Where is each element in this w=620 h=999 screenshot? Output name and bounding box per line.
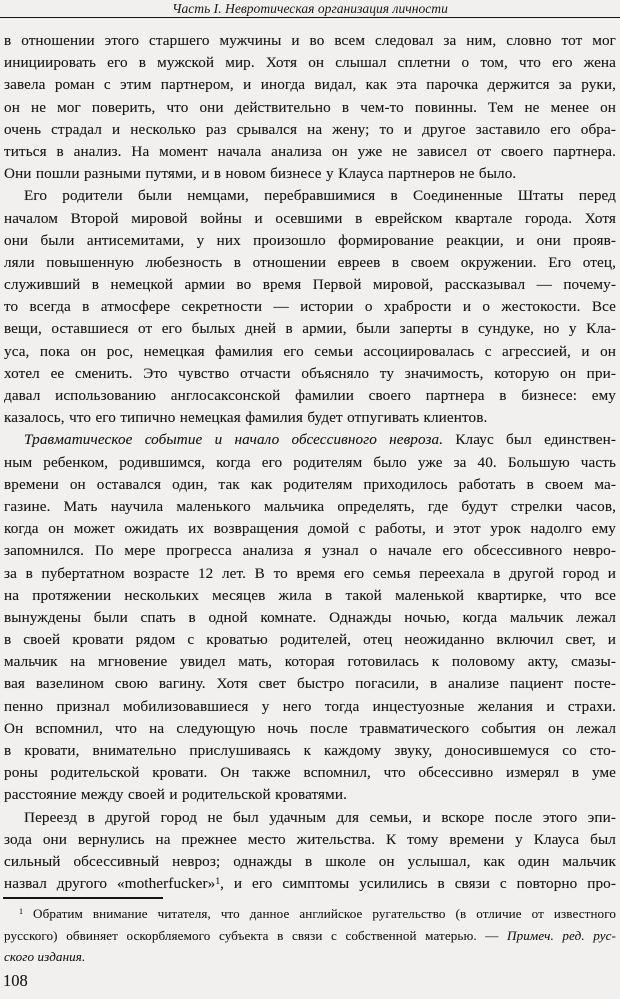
text-line <box>4 762 616 784</box>
text-line <box>4 252 616 274</box>
text-segment: он не мог поверить, что они действительно в чем-то повинны. Тем не менее он <box>4 98 616 116</box>
text-segment: Он вспомнил, что на следующую ночь после травматического события он лежал <box>4 719 616 737</box>
text-segment: сильный обсессивный невроз; однажды в школе он услышал, как один мальчик <box>4 852 616 870</box>
page-number: 108 <box>3 971 28 990</box>
text-line <box>4 474 616 496</box>
text-line <box>4 385 616 407</box>
text-segment: титься в анализ. На момент начала анализа он уже не зависел от своего партнера. <box>4 142 616 160</box>
text-segment: Клаус был единствен- <box>443 431 616 449</box>
text-line <box>4 518 616 540</box>
italic-text: Примеч. ред. рус- <box>507 927 616 943</box>
italic-text: Травматическое событие и начало обсессивного невроза. <box>24 431 444 449</box>
text-line <box>4 318 616 340</box>
text-line <box>4 740 616 762</box>
text-line <box>4 496 616 518</box>
text-segment: Они пошли разными путями, и в новом бизнесе у Клауса партнеров не было. <box>4 165 517 183</box>
footnote-marker: 1 <box>19 907 24 917</box>
footnote-marker: 1 <box>215 876 221 887</box>
text-line <box>4 341 616 363</box>
text-segment: на протяжении нескольких месяцев жила в такой маленькой квартирке, что все <box>4 586 616 604</box>
text-line <box>4 673 616 695</box>
text-line <box>4 540 616 562</box>
text-segment: Переезд в другой город не был удачным для семьи, и вскоре после этого эпи- <box>24 808 616 826</box>
text-segment: Его родители были немцами, перебравшимися в Соединенные Штаты перед <box>24 187 616 205</box>
text-segment: расстояние между своей и родительской кроватями. <box>4 786 347 804</box>
text-segment: пенно признал мобилизовавшиеся у него тогда инцестуозные желания и страхи. <box>4 697 616 715</box>
text-line <box>4 807 616 829</box>
text-line <box>4 925 616 947</box>
text-line <box>4 52 616 74</box>
text-line <box>4 429 616 451</box>
text-segment: давал использованию англосаксонской фамилии своего партнера в бизнесе: ему <box>4 387 616 404</box>
text-segment: вая вазелином свою вагину. Хотя свет быстро погасили, в анализе пациент посте- <box>4 675 616 693</box>
text-segment: русского) обвиняет оскорбляемого субъекта в связи с собственной матерью. — <box>4 927 508 943</box>
text-segment: ляли повышенную любезность в отношении евреев в своем окружении. Его отец, <box>4 253 616 271</box>
text-line <box>4 851 616 873</box>
text-line <box>4 784 616 806</box>
header-rule <box>0 17 620 18</box>
text-segment: завела роман с этим партнером, и иногда видал, как эта парочка держится за руки, <box>4 76 616 94</box>
text-segment: служивший в немецкой армии во время Первой мировой, рассказывал — почему- <box>4 276 616 294</box>
text-segment: инициировать его в мужской мир. Хотя он слышал сплетни о том, что его жена <box>4 54 616 72</box>
text-line <box>4 629 616 651</box>
text-segment: за в пубертатном возрасте 12 лет. В то время его семья переехала в другой город и <box>4 564 616 582</box>
text-line <box>4 119 616 141</box>
text-line <box>4 651 616 673</box>
text-segment: они были антисемитами, у них произошло формирование реакции, и они прояв- <box>4 231 616 249</box>
text-segment: ным ребенком, родившимся, когда его родителям было уже за 40. Большую часть <box>4 453 616 471</box>
text-line <box>4 718 616 740</box>
text-segment: назвал другого «motherfucker» <box>4 875 216 893</box>
text-segment: , и его симптомы усилились в связи с повторно про- <box>220 875 616 893</box>
text-segment: роны родительской кровати. Он также вспомнил, что обсессивно измерял в уме <box>4 764 616 782</box>
italic-text: ского издания. <box>4 949 86 965</box>
text-segment: уса, пока он рос, немецкая фамилия его семьи ассоциировалась с агрессией, и он <box>4 342 616 360</box>
text-line <box>4 946 616 968</box>
text-line <box>4 407 616 429</box>
text-segment: в своей кровати рядом с кроватью родителей, отец неожиданно включил свет, и <box>4 631 616 649</box>
text-segment: хотел ее сменить. Это чувство отчасти объясняло ту значимость, которую он при- <box>4 364 616 382</box>
text-segment: мальчик на мгновение увидел мать, которая готовилась к половому акту, смазы- <box>4 653 616 671</box>
text-segment: очень страдал и несколько раз срывался на жену; то и другое заставило его обра- <box>4 120 616 138</box>
text-line <box>4 185 616 207</box>
text-line <box>4 141 616 163</box>
text-segment: в отношении этого старшего мужчины и во всем следовал за ним, словно тот мог <box>4 32 616 49</box>
text-line <box>4 208 616 230</box>
text-segment: то всегда в атмосфере секретности — истории о храбрости и о жестокости. Все <box>4 298 616 316</box>
text-segment: газине. Мать научила маленького мальчика определять, где будут стрелки часов, <box>4 497 616 515</box>
text-segment: в кровати, внимательно прислушиваясь к каждому звуку, доносившемуся со сто- <box>4 742 616 759</box>
text-line <box>4 452 616 474</box>
text-segment: когда он может ожидать их возвращения домой с работы, и этот урок надолго ему <box>4 520 616 538</box>
text-segment: Обратим внимание читателя, что данное английское ругательство (в отличие от известного <box>23 906 616 921</box>
text-line <box>4 903 616 925</box>
text-line <box>4 696 616 718</box>
text-segment: зода они вернулись на прежнее место жительства. К тому времени у Клауса был <box>4 830 616 848</box>
text-segment: казалось, что его типично немецкая фамилия будет отпугивать клиентов. <box>4 409 488 427</box>
text-line <box>4 74 616 96</box>
text-line <box>4 585 616 607</box>
text-line <box>4 363 616 385</box>
running-head: Часть I. Невротическая организация личности <box>172 1 448 16</box>
footnote-rule <box>3 897 163 899</box>
text-line <box>4 30 616 52</box>
text-segment: времени он оставался один, так как родителям приходилось работать в своем ма- <box>4 475 616 493</box>
text-line <box>4 829 616 851</box>
footnote-text <box>4 903 616 968</box>
text-line <box>4 163 616 185</box>
body-text <box>4 30 616 895</box>
text-segment: началом Второй мировой войны и осевшими в еврейском квартале города. Хотя <box>4 209 616 227</box>
text-segment: вещи, оставшиеся от его былых дней в армии, были заперты в сундуке, но у Кла- <box>4 320 616 338</box>
text-segment: запомнился. По мере прогресса анализа я узнал о начале его обсессивного невро- <box>4 542 616 560</box>
text-line <box>4 230 616 252</box>
text-line <box>4 97 616 119</box>
text-line <box>4 607 616 629</box>
text-segment: вынуждены были спать в одной комнате. Однажды ночью, когда мальчик лежал <box>4 608 616 626</box>
text-line <box>4 873 616 895</box>
text-line <box>4 563 616 585</box>
text-line <box>4 296 616 318</box>
text-line <box>4 274 616 296</box>
